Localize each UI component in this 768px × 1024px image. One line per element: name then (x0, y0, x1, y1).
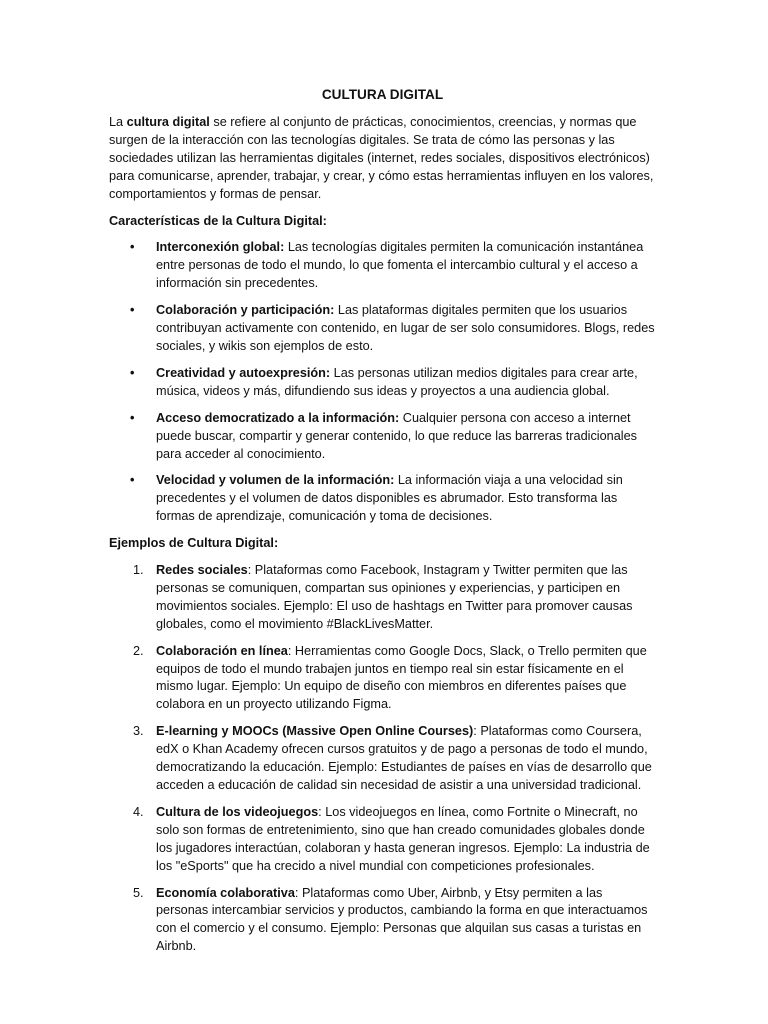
item-term: Colaboración y participación: (156, 303, 335, 318)
item-text: Las tecnologías digitales permiten la comunicación instantánea entre personas de todo el mundo, lo que fomenta el intercambio cultural y el acceso a información sin precedentes. (156, 240, 644, 291)
list-item (109, 562, 656, 634)
number-marker: 5. (133, 885, 144, 900)
item-text: : Plataformas como Facebook, Instagram y Twitter permiten que las personas se comuniquen, compartan sus opiniones y experiencias, y participen en movimientos sociales. Ejemplo: El uso de hashtags en Twitter para promover causas globales, como el movimiento #BlackLivesMatter. (156, 563, 633, 631)
number-marker: 4. (133, 804, 144, 819)
examples-heading: Ejemplos de Cultura Digital: (109, 536, 279, 551)
item-text: : Plataformas como Coursera, edX o Khan Academy ofrecen cursos gratuitos y de pago a personas de todo el mundo, democratizando la educación. Ejemplo: Estudiantes de países en vías de desarrollo que acceden a educación de calidad sin necesidad de asistir a una universidad tradicional. (156, 724, 652, 792)
characteristics-list (109, 239, 656, 526)
list-item (109, 723, 656, 795)
intro-paragraph (109, 114, 656, 204)
number-marker: 1. (133, 563, 144, 578)
item-text: : Los videojuegos en línea, como Fortnite o Minecraft, no solo son formas de entretenimiento, sino que han creado comunidades globales donde los jugadores interactúan, colaboran y hasta generan ingresos. Ejemplo: La industria de los "eSports" que ha crecido a nivel mundial con competiciones profesionales. (156, 804, 650, 873)
examples-list (109, 562, 656, 956)
list-item (109, 643, 656, 715)
item-term: Acceso democratizado a la información: (156, 410, 400, 425)
item-term: Colaboración en línea (156, 643, 288, 658)
list-item (109, 365, 656, 401)
list-item (109, 472, 656, 526)
bullet-marker: • (130, 303, 135, 318)
item-term: Redes sociales (156, 563, 248, 578)
item-term: Creatividad y autoexpresión: (156, 365, 331, 380)
item-term: Interconexión global: (156, 240, 285, 255)
bullet-marker: • (130, 473, 135, 488)
document-title: CULTURA DIGITAL (321, 87, 444, 102)
item-text: : Herramientas como Google Docs, Slack, o Trello permiten que equipos de todo el mundo trabajen juntos en tiempo real sin estar físicamente en el mismo lugar. Ejemplo: Un equipo de diseño con miembros en diferentes países que colabora en un proyecto utilizando Figma. (156, 643, 647, 712)
number-marker: 3. (133, 724, 144, 739)
list-item (109, 302, 656, 356)
item-text: Cualquier persona con acceso a internet puede buscar, compartir y generar contenido, lo que reduce las barreras tradicionales para acceder al conocimiento. (156, 410, 637, 461)
bullet-marker: • (130, 365, 135, 380)
intro-lead: La (109, 115, 127, 129)
list-item (109, 885, 656, 957)
item-text: : Plataformas como Uber, Airbnb, y Etsy permiten a las personas intercambiar servicios y productos, cambiando la forma en que interactuamos con el comercio y el consumo. Ejemplo: Personas que alquilan sus casas a turistas en Airbnb. (156, 885, 648, 954)
item-term: E-learning y MOOCs (Massive Open Online Courses) (156, 724, 474, 739)
item-term: Velocidad y volumen de la información: (156, 473, 395, 488)
list-item (109, 804, 656, 876)
item-text: Las plataformas digitales permiten que los usuarios contribuyan activamente con contenido, en lugar de ser solo consumidores. Blogs, redes sociales, y wikis son ejemplos de esto. (156, 303, 655, 353)
list-item (109, 410, 656, 464)
number-marker: 2. (133, 643, 144, 658)
intro-text: se refiere al conjunto de prácticas, conocimientos, creencias, y normas que surgen de la interacción con las tecnologías digitales. Se trata de cómo las personas y las sociedades utilizan las herramientas digitales (internet, redes sociales, dispositivos electrónicos) para comunicarse, aprender, trabajar, y crear, y cómo estas herramientas influyen en los valores, comportamientos y formas de pensar. (109, 115, 654, 201)
bullet-marker: • (130, 240, 135, 255)
item-text: La información viaja a una velocidad sin precedentes y el volumen de datos disponibles es abrumador. Esto transforma las formas de aprendizaje, comunicación y toma de decisiones. (156, 473, 623, 524)
item-text: Las personas utilizan medios digitales para crear arte, música, videos y más, difundiendo sus ideas y proyectos a una audiencia global. (156, 365, 638, 398)
list-item (109, 239, 656, 293)
item-term: Economía colaborativa (156, 885, 295, 900)
intro-bold-term: cultura digital (126, 115, 210, 129)
characteristics-heading: Características de la Cultura Digital: (109, 213, 327, 228)
item-term: Cultura de los videojuegos (156, 804, 319, 819)
bullet-marker: • (130, 410, 135, 425)
